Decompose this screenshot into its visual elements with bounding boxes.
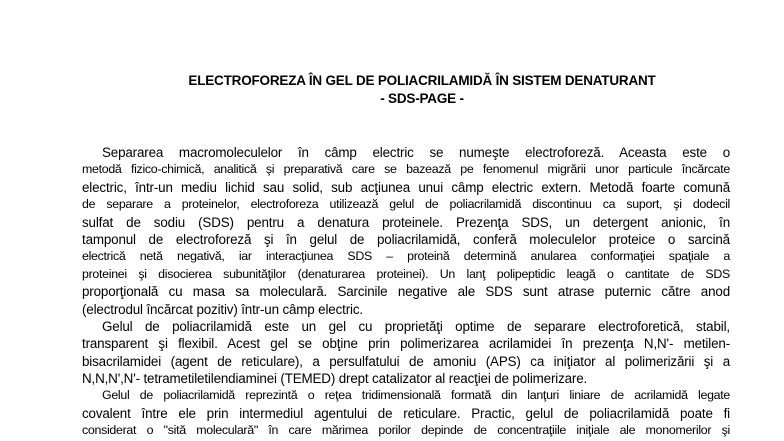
body-line: bisacrilamidei (agent de reticulare), a persulfatului de amoniu (APS) ca iniţiator al polimerizării şi a — [82, 353, 730, 369]
document-subtitle: - SDS-PAGE - — [380, 91, 464, 106]
document-body — [82, 144, 730, 440]
body-line: (electrodul încărcat pozitiv) într-un câmp electric. — [82, 301, 363, 317]
body-line: Gelul de poliacrilamidă este un gel cu proprietăţi optime de separare electroforetică, stabil, — [102, 318, 730, 334]
body-line: Gelul de poliacrilamidă reprezintă o reţea tridimensională formată din lanţuri liniare de acrilamidă legate — [102, 388, 730, 403]
body-line: Separarea macromoleculelor în câmp electric se numeşte electroforeză. Aceasta este o — [102, 145, 730, 160]
body-line: proteinei şi disocierea subunităţilor (denaturarea proteinei). Un lanţ polipeptidic leagă o cantitate de SDS — [82, 266, 730, 281]
body-line: de separare a proteinelor, electroforeza utilizează gelul de poliacrilamidă discontinuu ca suport, şi dodecil — [82, 197, 730, 212]
body-line: electrică netă negativă, iar interacţiunea SDS – proteină determină anularea conformaţiei spaţiale a — [82, 249, 730, 264]
body-line: sulfat de sodiu (SDS) pentru a denatura proteinele. Prezenţa SDS, un detergent anionic, în — [82, 214, 730, 230]
body-line: considerat o "sită moleculară" în care mărimea porilor depinde de concentraţiile iniţiale ale monomerilor şi — [82, 423, 730, 438]
body-line: covalent între ele prin intermediul agentului de reticulare. Practic, gelul de poliacrilamidă poate fi — [82, 405, 730, 421]
body-line: metodă fizico-chimică, analitică şi preparativă care se bazează pe fenomenul migrării unor particule încărcate — [82, 162, 730, 177]
body-line: N,N,N',N'- tetrametiletilendiaminei (TEMED) drept catalizator al reacţiei de polimerizare. — [82, 371, 588, 387]
body-line: electric, într-un mediu lichid sau solid, sub acţiunea unui câmp electric extern. Metodă foarte comună — [82, 179, 730, 195]
body-line: tamponul de electroforeză şi în gelul de poliacrilamidă, conferă moleculelor proteice o sarcină — [82, 231, 730, 247]
document-title: ELECTROFOREZA ÎN GEL DE POLIACRILAMIDĂ ÎN SISTEM DENATURANT — [188, 73, 656, 88]
body-line: transparent şi flexibil. Acest gel se obţine prin polimerizarea acrilamidei în prezenţa N,N'- metilen- — [82, 336, 730, 352]
body-line: proporţională cu masa sa moleculară. Sarcinile negative ale SDS sunt atrase puternic către anod — [82, 284, 730, 300]
